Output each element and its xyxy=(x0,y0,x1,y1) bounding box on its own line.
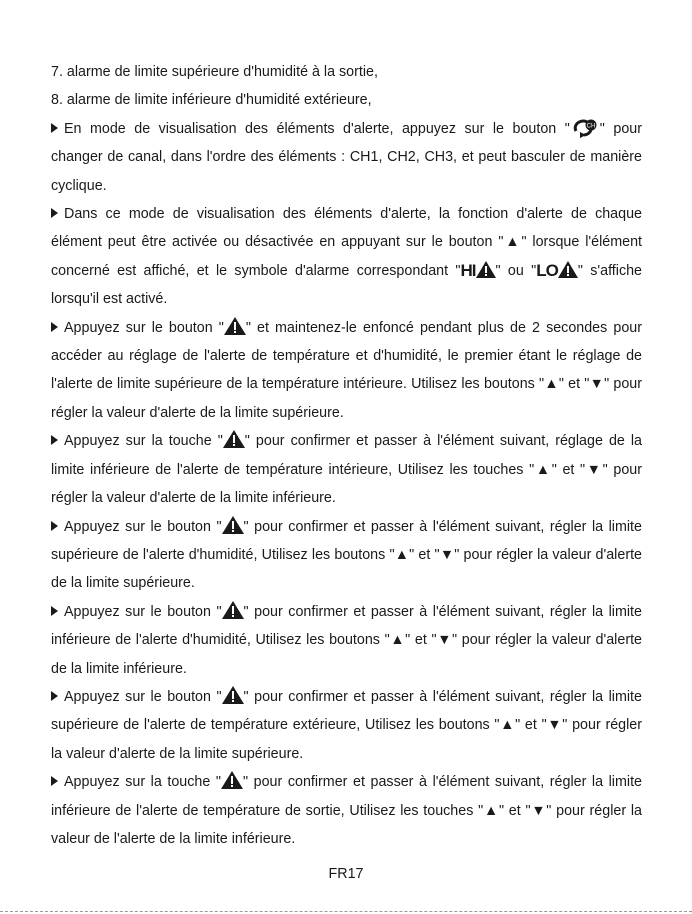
paragraph-step-4: Appuyez sur le bouton " " pour confirmer et passer à l'élément suivant, régler la limite inférieure de l'alerte d'humidité, Utilisez les boutons "▲" et "▼" pour régler la valeur d'alerte de la limite inférieure. xyxy=(51,598,642,683)
page-bottom-divider xyxy=(0,911,692,912)
bullet-arrow-icon xyxy=(51,322,58,332)
hi-symbol: HI xyxy=(460,260,476,280)
bullet-arrow-icon xyxy=(51,208,58,218)
list-item-8: 8. alarme de limite inférieure d'humidité extérieure, xyxy=(51,92,372,109)
paragraph-step-1: Appuyez sur le bouton " " et maintenez-le enfoncé pendant plus de 2 secondes pour accéder au réglage de l'alerte de température et d'humidité, le premier étant le réglage de l'alerte de limite supérieure de la température intérieure. Utilisez les boutons "▲" et "▼" pour régler la valeur d'alerte de la limite supérieure. xyxy=(51,314,642,428)
bullet-arrow-icon xyxy=(51,606,58,616)
paragraph-step-5: Appuyez sur le bouton " " pour confirmer et passer à l'élément suivant, régler la limite supérieure de l'alerte de température extérieure, Utilisez les boutons "▲" et "▼" pour régler la valeur d'alerte de la limite supérieure. xyxy=(51,683,642,768)
alarm-warning-icon xyxy=(221,771,243,789)
paragraph-step-3: Appuyez sur le bouton " " pour confirmer et passer à l'élément suivant, régler la limite supérieure de l'alerte d'humidité, Utilisez les boutons "▲" et "▼" pour régler la valeur d'alerte de la limite supérieure. xyxy=(51,513,642,598)
lo-symbol: LO xyxy=(536,260,558,280)
alarm-warning-icon xyxy=(222,686,244,704)
bullet-arrow-icon xyxy=(51,435,58,445)
alarm-warning-icon xyxy=(222,601,244,619)
paragraph-step-2: Appuyez sur la touche " " pour confirmer et passer à l'élément suivant, réglage de la limite inférieure de l'alerte de température intérieure, Utilisez les touches "▲" et "▼" pour régler la valeur d'alerte de la limite inférieure. xyxy=(51,427,642,512)
alarm-warning-icon xyxy=(222,516,244,534)
alarm-warning-icon xyxy=(224,317,246,335)
alarm-warning-icon xyxy=(223,430,245,448)
svg-text:CH: CH xyxy=(586,123,596,130)
paragraph-toggle: Dans ce mode de visualisation des éléments d'alerte, la fonction d'alerte de chaque élément peut être activée ou désactivée en appuyant sur le bouton "▲" lorsque l'élément concerné est affiché, et le symbole d'alarme correspondant "HI " ou "LO " s'affiche lorsqu'il est activé. xyxy=(51,206,642,308)
paragraph-step-6: Appuyez sur la touche " " pour confirmer et passer à l'élément suivant, régler la limite inférieure de l'alerte de température de sortie, Utilisez les touches "▲" et "▼" pour régler la valeur de l'alerte de la limite inférieure. xyxy=(51,768,642,853)
alarm-warning-icon xyxy=(558,261,578,278)
list-item-7: 7. alarme de limite supérieure d'humidité à la sortie, xyxy=(51,64,378,80)
manual-page xyxy=(51,58,642,853)
page-number: FR17 xyxy=(328,866,364,882)
alarm-warning-icon xyxy=(476,261,496,278)
bullet-arrow-icon xyxy=(51,776,58,786)
bullet-arrow-icon xyxy=(51,123,58,133)
bullet-arrow-icon xyxy=(51,521,58,531)
channel-cycle-icon xyxy=(570,118,600,138)
bullet-arrow-icon xyxy=(51,691,58,701)
paragraph-channel: En mode de visualisation des éléments d'alerte, appuyez sur le bouton " CH " pour changer de canal, dans l'ordre des éléments : CH1, CH2, CH3, et peut basculer de manière cyclique. xyxy=(51,115,642,200)
